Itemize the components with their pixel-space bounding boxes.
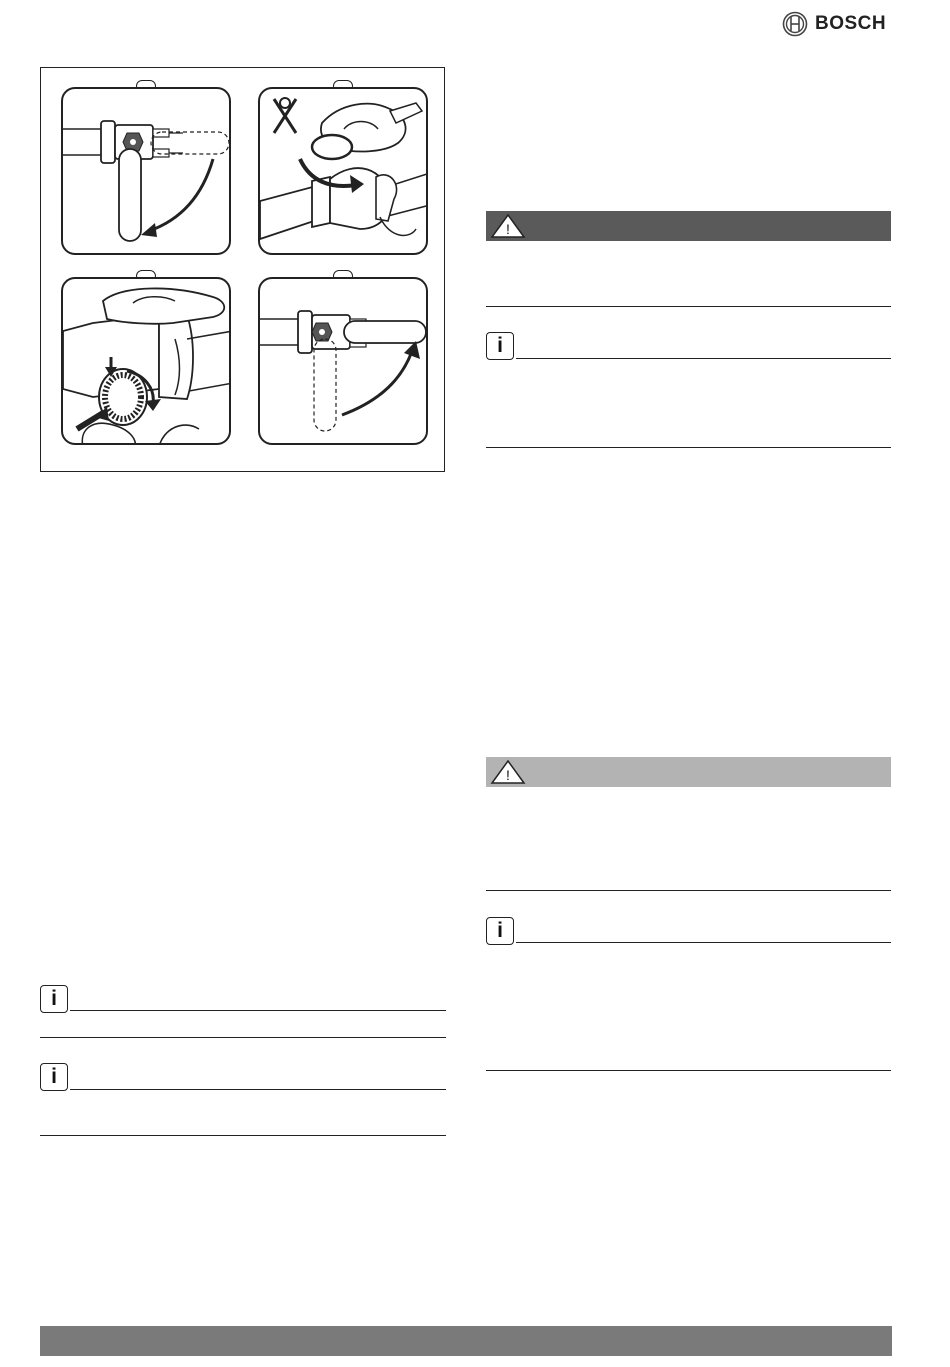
notice-divider xyxy=(70,1010,446,1011)
figure-panel-1 xyxy=(61,87,231,255)
warning-header-dark xyxy=(486,211,891,241)
bosch-armature-icon xyxy=(782,11,808,37)
notice-divider xyxy=(516,358,891,359)
svg-text:!: ! xyxy=(506,221,510,237)
press-indicator-ring-icon xyxy=(63,279,231,445)
notice-divider xyxy=(486,1070,891,1071)
figure-panel-3 xyxy=(61,277,231,445)
notice-divider xyxy=(516,942,891,943)
warning-header-light xyxy=(486,757,891,787)
warning-triangle-icon xyxy=(490,759,526,785)
figure-panel-4 xyxy=(258,277,428,445)
valve-handle-rotate-up-icon xyxy=(260,279,428,445)
valve-handle-rotate-down-icon xyxy=(63,89,231,255)
brand-name: BOSCH xyxy=(815,13,887,34)
no-wrench-icon xyxy=(274,98,296,133)
notice-divider xyxy=(70,1089,446,1090)
notice-divider xyxy=(486,447,891,448)
info-icon: i xyxy=(486,332,514,360)
notice-divider xyxy=(486,306,891,307)
notice-divider xyxy=(40,1135,446,1136)
footer-bar xyxy=(40,1326,892,1356)
notice-divider xyxy=(40,1037,446,1038)
info-icon: i xyxy=(40,985,68,1013)
figure-panel-2 xyxy=(258,87,428,255)
info-icon: i xyxy=(486,917,514,945)
svg-text:!: ! xyxy=(506,767,510,783)
brand-logo xyxy=(782,9,894,39)
installation-figure xyxy=(40,67,445,472)
notice-divider xyxy=(486,890,891,891)
info-icon: i xyxy=(40,1063,68,1091)
no-tool-hand-turn-icon xyxy=(260,89,428,255)
warning-triangle-icon xyxy=(490,213,526,239)
